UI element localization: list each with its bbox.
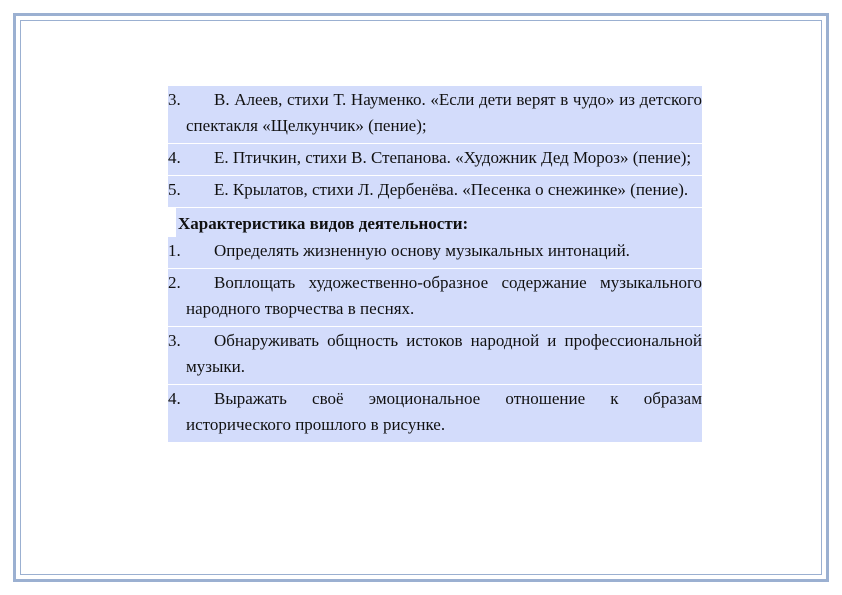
list-text: Е. Крылатов, стихи Л. Дербенёва. «Песенка о снежинке» (пение).	[214, 180, 689, 199]
list-text: Воплощать художественно-образное содержание музыкального народного творчества в песнях.	[186, 273, 702, 318]
list-text: Определять жизненную основу музыкальных интонаций.	[214, 241, 630, 260]
list-number: 1.	[168, 241, 181, 260]
list-number: 4.	[168, 148, 181, 167]
song-list-item	[168, 176, 702, 207]
list-text: Обнаруживать общность истоков народной и профессиональной музыки.	[186, 331, 702, 376]
section-heading: Характеристика видов деятельности:	[178, 214, 469, 233]
activity-list-item	[168, 385, 702, 442]
song-list-item	[168, 86, 702, 143]
list-number: 5.	[168, 180, 181, 199]
activity-list-item	[168, 327, 702, 384]
list-number: 3.	[168, 331, 181, 350]
list-number: 4.	[168, 389, 181, 408]
song-list-item	[168, 144, 702, 175]
list-number: 2.	[168, 273, 181, 292]
section-heading-row	[168, 208, 702, 237]
list-text: Е. Птичкин, стихи В. Степанова. «Художник Дед Мороз» (пение);	[214, 148, 692, 167]
list-text: Выражать своё эмоциональное отношение к образам исторического прошлого в рисунке.	[186, 389, 702, 434]
text-content	[168, 86, 702, 443]
activity-list-item	[168, 237, 702, 268]
activity-list-item	[168, 269, 702, 326]
list-number: 3.	[168, 90, 181, 109]
list-text: В. Алеев, стихи Т. Науменко. «Если дети верят в чудо» из детского спектакля «Щелкунчик» (пение);	[186, 90, 702, 135]
